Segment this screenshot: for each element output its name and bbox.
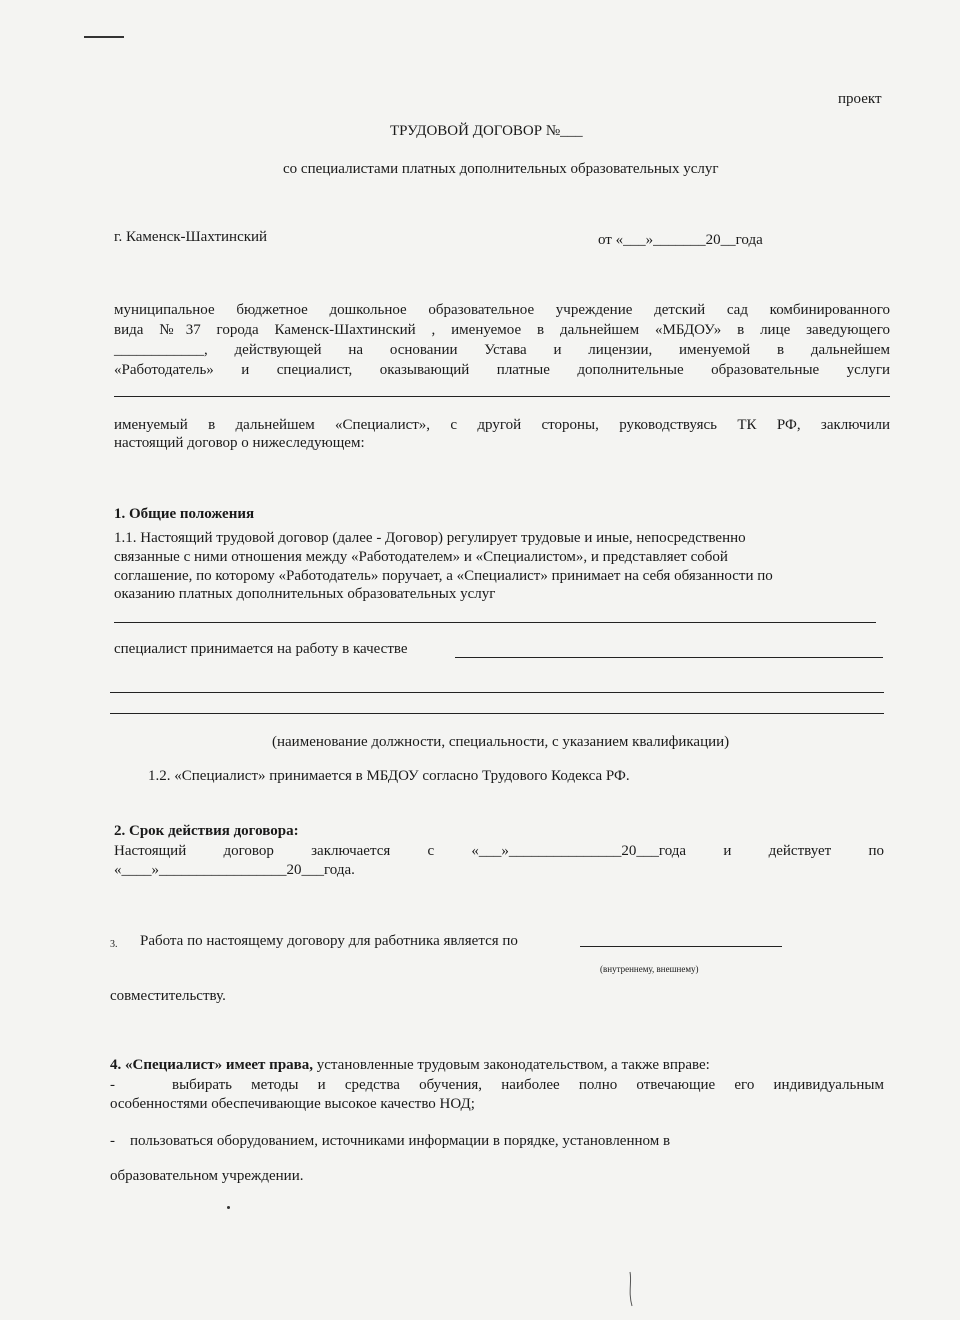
employment-type-blank [580, 946, 782, 947]
document-title: ТРУДОВОЙ ДОГОВОР №___ [390, 123, 583, 139]
preamble-line-4: «Работодатель» и специалист, оказывающий платные дополнительные образовательные услуги [114, 362, 890, 378]
preamble-line-1: муниципальное бюджетное дошкольное образовательное учреждение детский сад комбинированного [114, 302, 890, 318]
preamble-line-2: вида №37 города Каменск-Шахтинский , именуемое в дальнейшем «МБДОУ» в лице заведующего [114, 322, 890, 338]
position-label: специалист принимается на работу в качестве [114, 641, 408, 657]
specialist-name-blank [114, 396, 890, 397]
document-subtitle: со специалистами платных дополнительных образовательных услуг [283, 161, 719, 177]
section-4-heading [110, 1056, 710, 1074]
position-blank-2 [110, 692, 884, 693]
right-1-line-2: особенностями обеспечивающие высокое качество НОД; [110, 1096, 475, 1112]
section-2-line-2: «____»_________________20___года. [114, 862, 355, 878]
position-blank [455, 657, 883, 658]
position-caption: (наименование должности, специальности, с указанием квалификации) [272, 734, 730, 750]
section-1-line-2: связанные с ними отношения между «Работодателем» и «Специалистом», и представляет собой [114, 549, 728, 565]
section-3-number: 3. [110, 939, 118, 950]
employment-type-hint: (внутреннему, внешнему) [600, 964, 699, 974]
right-2-line-1: пользоваться оборудованием, источниками информации в порядке, установленном в [130, 1133, 671, 1149]
pen-stroke [622, 1270, 642, 1310]
dot-mark [227, 1206, 230, 1209]
right-2-line-2: образовательном учреждении. [110, 1168, 304, 1184]
section-1-heading: 1. Общие положения [114, 506, 255, 522]
section-1-line-1: 1.1. Настоящий трудовой договор (далее - Договор) регулирует трудовые и иные, непосредственно [114, 530, 746, 546]
preamble-line-5: именуемый в дальнейшем «Специалист», с другой стороны, руководствуясь ТК РФ, заключили [114, 417, 890, 433]
section-1-2: 1.2. «Специалист» принимается в МБДОУ согласно Трудового Кодекса РФ. [148, 768, 630, 784]
contract-date: от «___»_______20__года [598, 232, 763, 248]
right-1-line-1: выбирать методы и средства обучения, наиболее полно отвечающие его индивидуальным [172, 1077, 884, 1093]
right-2-dash: - [110, 1133, 115, 1149]
right-1-dash: - [110, 1077, 115, 1093]
draft-label: проект [838, 91, 882, 107]
section-2-heading: 2. Срок действия договора: [114, 823, 299, 839]
section-3-text: Работа по настоящему договору для работника является по [140, 933, 518, 949]
section-3-end: совместительству. [110, 988, 226, 1004]
position-blank-3 [110, 713, 884, 714]
preamble-line-3: ____________, действующей на основании Устава и лицензии, именуемой в дальнейшем [114, 342, 890, 358]
scan-mark [84, 36, 124, 38]
section-4-heading-bold: 4. «Специалист» имеет права, [110, 1057, 314, 1073]
city: г. Каменск-Шахтинский [114, 229, 268, 245]
section-1-line-4: оказанию платных дополнительных образовательных услуг [114, 586, 496, 602]
section-4-heading-tail: установленные трудовым законодательством, а также вправе: [313, 1057, 710, 1073]
services-blank [114, 622, 876, 623]
section-2-line-1: Настоящий договор заключается с «___»_______________20___года и действует по [114, 843, 884, 859]
preamble-line-6: настоящий договор о нижеследующем: [114, 435, 365, 451]
section-1-line-3: соглашение, по которому «Работодатель» поручает, а «Специалист» принимает на себя обязанности по [114, 568, 773, 584]
